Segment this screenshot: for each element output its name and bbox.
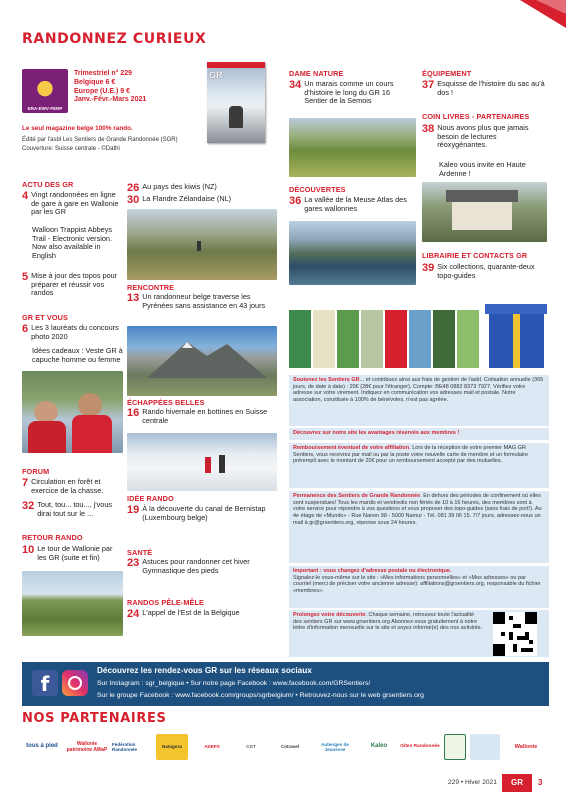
toc-subentry[interactable]: Idées cadeaux : Veste GR à capuche homme ou femme xyxy=(32,346,123,364)
partner-logo-blue-emblem[interactable] xyxy=(470,734,500,760)
toc-entry[interactable] xyxy=(127,183,257,194)
partner-logo-green-emblem[interactable] xyxy=(444,734,466,760)
entry-text: À la découverte du canal de Bernistap (Luxembourg belge) xyxy=(142,504,266,522)
prolongez-title: Prolongez votre découverte xyxy=(293,612,366,618)
page-number: 10 xyxy=(22,544,35,556)
price-europe: Europe (U.E.) 9 € xyxy=(74,87,131,95)
entry-text: Un marais comme un cours d'histoire le long du GR 16 Sentier de la Semois xyxy=(304,79,394,106)
entry-text: Circulation en forêt et exercice de la chasse. xyxy=(31,477,104,495)
page-number: 26 xyxy=(127,182,140,194)
entry-text: Le tour de Wallonie par les GR (suite et fin) xyxy=(37,544,113,562)
magazine-issue-info xyxy=(74,70,146,105)
photo-couple-gr-jackets xyxy=(22,371,123,453)
photo-swiss-snow-hikers xyxy=(127,433,277,491)
info-box-remboursement xyxy=(289,443,549,488)
page-number: 32 xyxy=(22,500,35,512)
photo-pyrenees-mountains xyxy=(127,326,277,396)
important-title: Important : vous changez d'adresse postale ou électronique. xyxy=(293,568,452,574)
footer-gr-badge: GR xyxy=(502,774,532,792)
social-title: Découvrez les rendez-vous GR sur les réseaux sociaux xyxy=(97,666,312,675)
partners-title: NOS PARTENAIRES xyxy=(22,711,167,726)
info-box-important xyxy=(289,566,549,608)
facebook-icon[interactable]: f xyxy=(32,670,58,696)
rembourse-title: Remboursement éventuel de votre affiliation xyxy=(293,445,410,451)
page-number: 36 xyxy=(289,195,302,207)
section-actu-des-gr: ACTU DES GR xyxy=(22,180,74,189)
entry-text: Astuces pour randonner cet hiver Gymnastique des pieds xyxy=(142,557,250,575)
section-randos-pele-mele: RANDOS PÊLE-MÊLE xyxy=(127,598,205,607)
section-decouvertes: DÉCOUVERTES xyxy=(289,185,346,194)
important-text: Signalez-le vous-même sur le site : «Mes informations personnelles» et «Mes adresses» ou par courriel (merci de préciser votre ancienne adresse): affiliations@grsentiers.org, responsable du fichier «membres». xyxy=(293,574,541,595)
instagram-icon[interactable] xyxy=(62,670,88,696)
era-logo xyxy=(22,69,68,113)
section-rencontre: RENCONTRE xyxy=(127,283,175,292)
permanence-title: Permanence des Sentiers de Grande Randonnée xyxy=(293,493,421,499)
section-echappees-belles: ÉCHAPPÉES BELLES xyxy=(127,398,205,407)
entry-text: Six collections, quarante-deux topo-guides xyxy=(437,262,535,280)
info-box-permanence xyxy=(289,491,549,563)
era-label: ERA·EWV·FERP xyxy=(27,105,63,111)
entry-text: Au pays des kiwis (NZ) xyxy=(142,182,217,191)
photo-kaleo-ardenne-house xyxy=(422,182,547,242)
price-belgium: Belgique 6 € xyxy=(74,78,116,86)
photo-new-zealand-hiker xyxy=(127,209,277,280)
issue-number: Trimestriel n° 229 xyxy=(74,70,133,77)
magazine-editor: Édité par l'asbl Les Sentiers de Grande Randonnée (SGR) xyxy=(22,137,178,143)
photo-marsh-semois xyxy=(289,118,416,177)
toc-entry[interactable] xyxy=(127,408,277,425)
partner-logo-natagora[interactable]: Natagora xyxy=(156,734,188,760)
info-box-soutenez xyxy=(289,375,549,426)
entry-text: La vallée de la Meuse Atlas des gares wallonnes xyxy=(304,195,407,213)
page-number: 7 xyxy=(22,477,29,489)
toc-entry[interactable] xyxy=(22,272,122,298)
toc-entry[interactable] xyxy=(127,558,277,575)
issue-period: Janv.-Févr.-Mars 2021 xyxy=(74,96,147,104)
partner-logo-kaleo[interactable]: Kaleo xyxy=(370,743,388,750)
partner-logo-ffrandonnee[interactable]: Fédération Randonnée xyxy=(112,741,138,752)
partner-logo-gites-randonnee[interactable]: Gîtes Randonnée xyxy=(400,744,440,750)
toc-entry[interactable] xyxy=(127,505,277,522)
page-number: 39 xyxy=(422,262,435,274)
page-number: 16 xyxy=(127,407,140,419)
social-networks-bar xyxy=(22,662,549,706)
page-number: 6 xyxy=(22,323,29,335)
topo-guides-image xyxy=(289,300,549,370)
photo-wallonie-landscape xyxy=(22,571,123,636)
partners-logo-row xyxy=(22,730,549,764)
partner-logo-adeps[interactable]: ADEPS xyxy=(204,744,220,750)
page-number: 34 xyxy=(289,79,302,91)
entry-text: Les 3 lauréats du concours photo 2020 xyxy=(31,323,119,341)
section-equipement: ÉQUIPEMENT xyxy=(422,69,472,78)
cover-logo: GR xyxy=(209,70,223,80)
toc-entry[interactable] xyxy=(22,545,122,562)
qr-code-icon[interactable] xyxy=(493,612,537,656)
social-instagram-facebook-line[interactable]: Sur Instagram : sgr_belgique • Sur notre page Facebook : www.facebook.com/GRSentiers/ xyxy=(97,680,371,687)
section-forum: FORUM xyxy=(22,467,50,476)
soutenez-title: Soutenez les Sentiers GR xyxy=(293,377,360,383)
section-sante: SANTÉ xyxy=(127,548,153,557)
social-group-web-line[interactable]: Sur le groupe Facebook : www.facebook.com/groups/sgrbelgium/ • Retrouvez-nous sur le web grsentiers.org xyxy=(97,692,424,699)
partner-logo-cotravel[interactable]: Cotravel xyxy=(280,744,299,750)
entry-text: La Flandre Zélandaise (NL) xyxy=(142,194,232,203)
page-number: 23 xyxy=(127,557,140,569)
page-number: 24 xyxy=(127,608,140,620)
toc-subentry[interactable]: Walloon Trappist Abbeys Trail - Electronic version. Now also available in English xyxy=(32,225,113,260)
toc-entry[interactable] xyxy=(127,293,277,310)
section-dame-nature: DAME NATURE xyxy=(289,69,344,78)
entry-text: L'appel de l'Est de la Belgique xyxy=(142,608,240,617)
section-gr-et-vous: GR ET VOUS xyxy=(22,313,69,322)
magazine-cover-image xyxy=(207,62,265,143)
toc-entry[interactable] xyxy=(422,263,547,280)
page-number: 13 xyxy=(127,292,140,304)
toc-entry[interactable] xyxy=(289,80,414,106)
toc-entry[interactable] xyxy=(127,609,277,620)
partner-logo-tous-a-pied[interactable]: tous à pied xyxy=(26,743,58,750)
footer-issue: 229 • Hiver 2021 xyxy=(448,779,497,786)
page-number: 38 xyxy=(422,123,435,135)
toc-subentry[interactable]: Kaleo vous invite en Haute Ardenne ! xyxy=(439,160,526,178)
partner-logo-wallonie[interactable]: Wallonie xyxy=(514,743,538,750)
page-number: 4 xyxy=(22,190,29,202)
toc-entry[interactable] xyxy=(422,124,547,150)
partner-logo-auberges-jeunesse[interactable]: Auberges de Jeunesse xyxy=(321,741,349,752)
section-retour-rando: RETOUR RANDO xyxy=(22,533,83,542)
soutenez-text: ... et contribuez ainsi aux frais de gestion de l'asbl. Cotisation annuelle (365 jours, de date à date) : 20€ (28€ pour l'étranger). Compte: BE48 0882 8373 7927. Vérifiez votre adresse sur votre virement. Indiquez en communication vos adresses mail et postale. Notre association, constituée à 100% de bénévoles, n'est pas agréée. xyxy=(293,377,544,404)
page-title: RANDONNEZ CURIEUX xyxy=(22,31,207,47)
permanence-text: . En dehors des périodes de confinement où elles sont suspendues! Tous les mardis et vendredis non fériés de 10 à 16 heures, des membres sont à votre service pour répondre à vos questions et vous proposer des topo-guides (sans frais de port!). Au 4e étage de «Mundo» - Rue Nanon 98 - 5000 Namur - Tél. 081 39 06 15. 7/7 jours, adressez-nous un mail à gr@grsentiers.org, réponse sous 24 heures. xyxy=(293,493,542,526)
corner-flag-decoration xyxy=(510,0,566,30)
entry-text: Mise à jour des topos pour préparer et réussir vos randos xyxy=(31,271,118,298)
section-librairie-contacts: LIBRAIRIE ET CONTACTS GR xyxy=(422,251,528,260)
photo-meuse-valley xyxy=(289,221,416,285)
toc-entry[interactable] xyxy=(422,80,547,97)
entry-text: Tout, tou... tou..., j'vous dirai tout sur le ... xyxy=(37,500,113,518)
toc-entry[interactable] xyxy=(289,196,419,213)
magazine-tagline: Le seul magazine belge 100% rando. xyxy=(22,125,133,132)
page-number: 5 xyxy=(22,271,29,283)
toc-entry[interactable] xyxy=(22,478,122,495)
entry-text: Vingt randonnées en ligne de gare à gare en Wallonie par les GR xyxy=(31,190,119,217)
entry-text: Rando hivernale en bottines en Suisse centrale xyxy=(142,407,268,425)
info-box-avantages[interactable]: Découvrez sur notre site les avantages réservés aux membres ! xyxy=(289,428,549,440)
entry-text: Un randonneur belge traverse les Pyrénées sans assistance en 43 jours xyxy=(142,292,266,310)
toc-entry[interactable] xyxy=(22,501,127,518)
cover-credit: Couverture: Suisse centrale - ©Dathi xyxy=(22,146,120,152)
section-idee-rando: IDÉE RANDO xyxy=(127,494,174,503)
page-number-footer: 3 xyxy=(538,778,543,787)
entry-text: Nous avons plus que jamais besoin de lectures réoxygénantes. xyxy=(437,123,529,150)
partner-logo-cgt[interactable]: CGT xyxy=(246,744,256,750)
partner-logo-awap[interactable]: Wallonie patrimoine AWaP xyxy=(66,741,108,753)
toc-entry[interactable] xyxy=(22,324,122,341)
rembourse-text: . Lors de la réception de votre premier MAG GR Sentiers, vous recevrez par mail ou par la poste votre nouvelle carte de membre et un formulaire prérempli avec le montant de 20€ pour un remboursement accepté par des mutuelles. xyxy=(293,445,529,465)
section-coin-livres: COIN LIVRES - PARTENAIRES xyxy=(422,112,530,121)
page-number: 30 xyxy=(127,194,140,206)
toc-entry[interactable] xyxy=(127,195,277,206)
page-number: 37 xyxy=(422,79,435,91)
prolongez-text: . Chaque semaine, retrouvez toute l'actualité des sentiers GR sur www.grsentiers.org Abonnez-vous gratuitement à notre lettre d'information mensuelle sur le site et soyez informé(e) des nos activités. xyxy=(293,612,483,632)
page-number: 19 xyxy=(127,504,140,516)
entry-text: Esquisse de l'histoire du sac au'à dos ! xyxy=(437,79,545,97)
toc-entry[interactable] xyxy=(22,191,122,217)
